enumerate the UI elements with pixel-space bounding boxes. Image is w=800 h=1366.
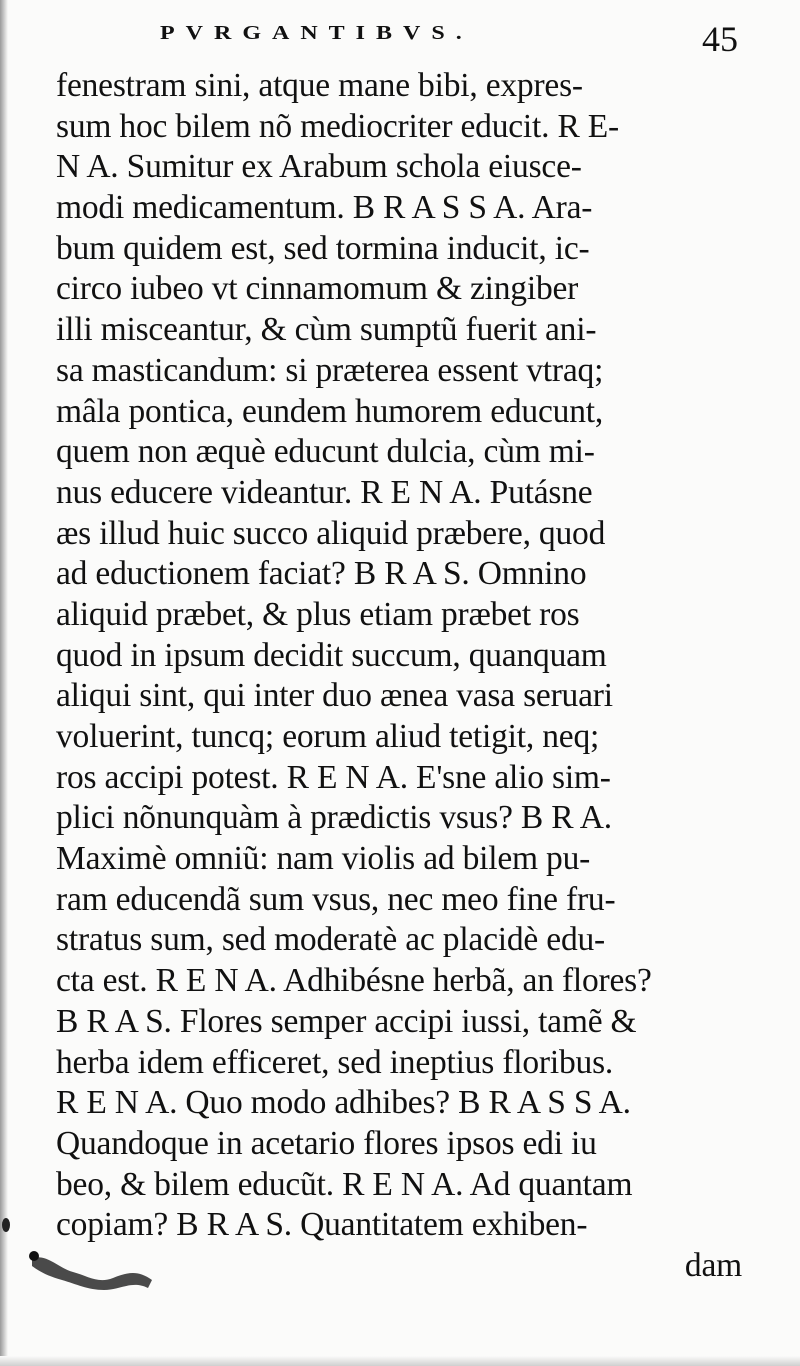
page-shadow-left [0, 0, 8, 1366]
text-line: B R A S. Flores semper accipi iussi, tamẽ & [56, 1002, 637, 1040]
page-number: 45 [702, 19, 738, 59]
running-head: PVRGANTIBVS. [160, 22, 473, 45]
text-line: nus educere videantur. R E N A. Putásne [56, 473, 593, 511]
text-line: copiam? B R A S. Quantitatem exhiben- [56, 1206, 588, 1244]
text-line: sa masticandum: si præterea essent vtraq; [56, 351, 604, 389]
page-header [60, 14, 740, 64]
text-line: herba idem efficeret, sed ineptius floribus. [56, 1043, 614, 1081]
text-line: quod in ipsum decidit succum, quanquam [56, 636, 607, 674]
ink-smudge [28, 1250, 158, 1300]
text-line: cta est. R E N A. Adhibésne herbã, an flores? [56, 962, 652, 1000]
text-line: illi misceantur, & cùm sumptũ fuerit ani- [56, 311, 597, 349]
text-line: modi medicamentum. B R A S S A. Ara- [56, 189, 593, 227]
text-line: sum hoc bilem nõ mediocriter educit. R E- [56, 107, 620, 145]
text-line: ram educendã sum vsus, nec meo fine fru- [56, 880, 616, 918]
catchword: dam [684, 1246, 742, 1284]
text-line: voluerint, tuncq; eorum aliud tetigit, neq; [56, 718, 600, 755]
text-line: Maximè omniũ: nam violis ad bilem pu- [56, 840, 591, 878]
text-line: mâla pontica, eundem humorem educunt, [56, 392, 604, 430]
body-text [56, 66, 746, 1287]
text-line: aliquid præbet, & plus etiam præbet ros [56, 595, 580, 633]
text-line: plici nõnunquàm à prædictis vsus? B R A. [56, 799, 612, 837]
text-line: æs illud huic succo aliquid præbere, quod [56, 514, 606, 552]
text-line: ros accipi potest. R E N A. E'sne alio sim- [56, 758, 611, 796]
ink-spot [2, 1218, 10, 1232]
text-line: ad eductionem faciat? B R A S. Omnino [56, 555, 587, 593]
text-line: fenestram sini, atque mane bibi, expres- [56, 67, 583, 104]
text-line: N A. Sumitur ex Arabum schola eiusce- [56, 148, 582, 186]
text-line: circo iubeo vt cinnamomum & zingiber [56, 270, 579, 308]
text-line: Quandoque in acetario flores ipsos edi iu [56, 1124, 597, 1162]
text-line: beo, & bilem educũt. R E N A. Ad quantam [56, 1165, 633, 1203]
text-line: quem non æquè educunt dulcia, cùm mi- [56, 433, 595, 471]
page-shadow-bottom [0, 1356, 800, 1366]
text-line: aliqui sint, qui inter duo ænea vasa seruari [56, 677, 613, 715]
text-line: bum quidem est, sed tormina inducit, ic- [56, 229, 590, 267]
text-line: stratus sum, sed moderatè ac placidè edu- [56, 921, 605, 959]
text-line: R E N A. Quo modo adhibes? B R A S S A. [56, 1084, 631, 1122]
